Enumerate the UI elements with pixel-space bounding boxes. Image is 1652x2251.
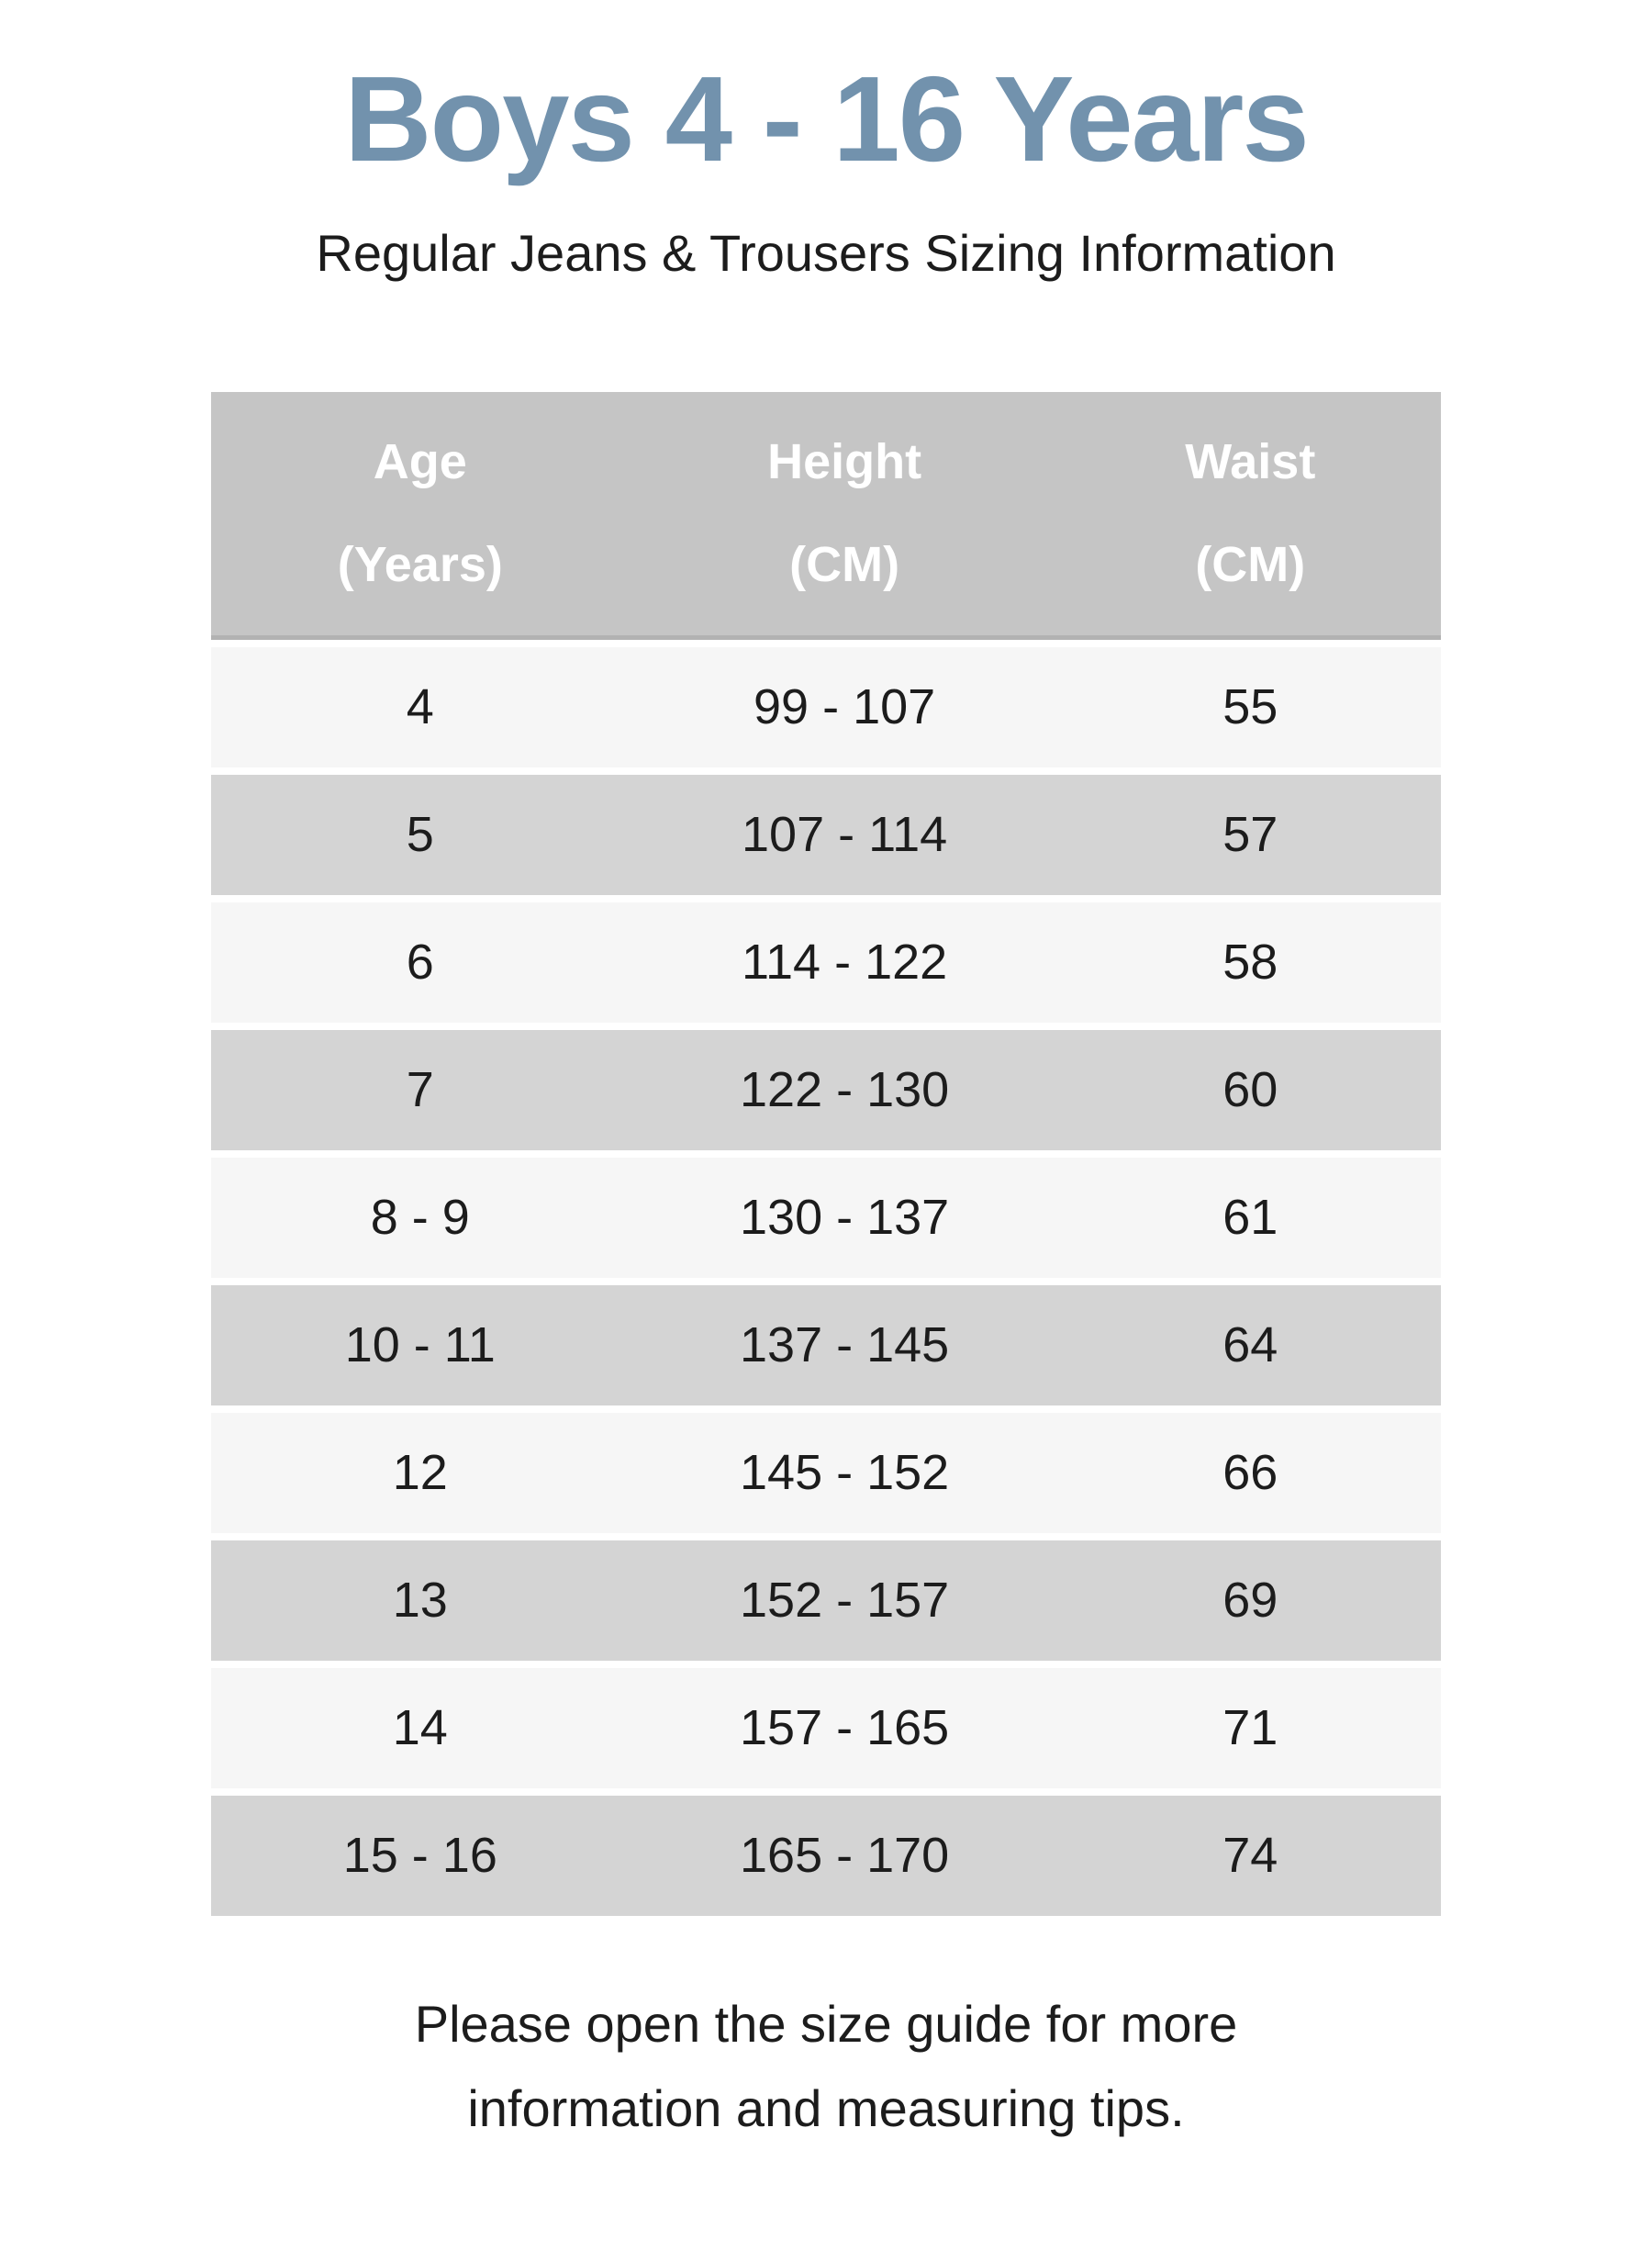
column-header-height-label: Height xyxy=(767,434,922,490)
waist-cell: 64 xyxy=(1222,1317,1278,1373)
age-cell: 10 - 11 xyxy=(344,1317,496,1373)
height-cell: 157 - 165 xyxy=(740,1700,950,1756)
height-cell: 145 - 152 xyxy=(740,1445,950,1501)
table-row xyxy=(211,1278,1441,1405)
waist-cell: 71 xyxy=(1222,1700,1278,1756)
height-cell: 122 - 130 xyxy=(740,1062,950,1118)
table-row xyxy=(211,1150,1441,1278)
column-header-age xyxy=(211,410,630,616)
waist-cell: 69 xyxy=(1222,1573,1278,1629)
table-row xyxy=(211,1788,1441,1916)
age-cell: 4 xyxy=(406,679,434,735)
waist-cell: 55 xyxy=(1222,679,1278,735)
table-header-row xyxy=(211,392,1441,640)
column-header-age-label: Age xyxy=(373,434,467,490)
page-title: Boys 4 - 16 Years xyxy=(344,51,1308,186)
age-cell: 13 xyxy=(392,1573,448,1629)
height-cell: 130 - 137 xyxy=(740,1190,950,1246)
age-cell: 5 xyxy=(406,807,434,863)
age-cell: 15 - 16 xyxy=(342,1828,497,1884)
waist-cell: 60 xyxy=(1222,1062,1278,1118)
waist-cell: 61 xyxy=(1222,1190,1278,1246)
height-cell: 137 - 145 xyxy=(740,1317,950,1373)
footer-note: Please open the size guide for more information and measuring tips. xyxy=(414,1994,1238,2137)
table-row xyxy=(211,1405,1441,1533)
waist-cell: 74 xyxy=(1222,1828,1278,1884)
column-header-waist-label: Waist xyxy=(1185,434,1316,490)
column-header-height-unit: (CM) xyxy=(789,537,900,593)
height-cell: 99 - 107 xyxy=(753,679,936,735)
table-body xyxy=(211,640,1441,1916)
height-cell: 152 - 157 xyxy=(740,1573,950,1629)
age-cell: 14 xyxy=(392,1700,448,1756)
table-row xyxy=(211,895,1441,1023)
waist-cell: 57 xyxy=(1222,807,1278,863)
column-header-waist-unit: (CM) xyxy=(1195,537,1306,593)
waist-cell: 58 xyxy=(1222,935,1278,991)
height-cell: 114 - 122 xyxy=(742,935,948,991)
column-header-age-unit: (Years) xyxy=(337,537,503,593)
page-subtitle: Regular Jeans & Trousers Sizing Information xyxy=(316,223,1336,282)
table-row xyxy=(211,767,1441,895)
size-table xyxy=(211,392,1441,1916)
column-header-waist xyxy=(1060,410,1441,616)
table-row xyxy=(211,1023,1441,1150)
age-cell: 12 xyxy=(392,1445,448,1501)
height-cell: 165 - 170 xyxy=(740,1828,950,1884)
column-header-height xyxy=(630,410,1060,616)
age-cell: 8 - 9 xyxy=(370,1190,470,1246)
table-row xyxy=(211,1533,1441,1661)
table-row xyxy=(211,1661,1441,1788)
height-cell: 107 - 114 xyxy=(742,807,948,863)
table-row xyxy=(211,640,1441,767)
age-cell: 7 xyxy=(406,1062,434,1118)
waist-cell: 66 xyxy=(1222,1445,1278,1501)
age-cell: 6 xyxy=(406,935,434,991)
